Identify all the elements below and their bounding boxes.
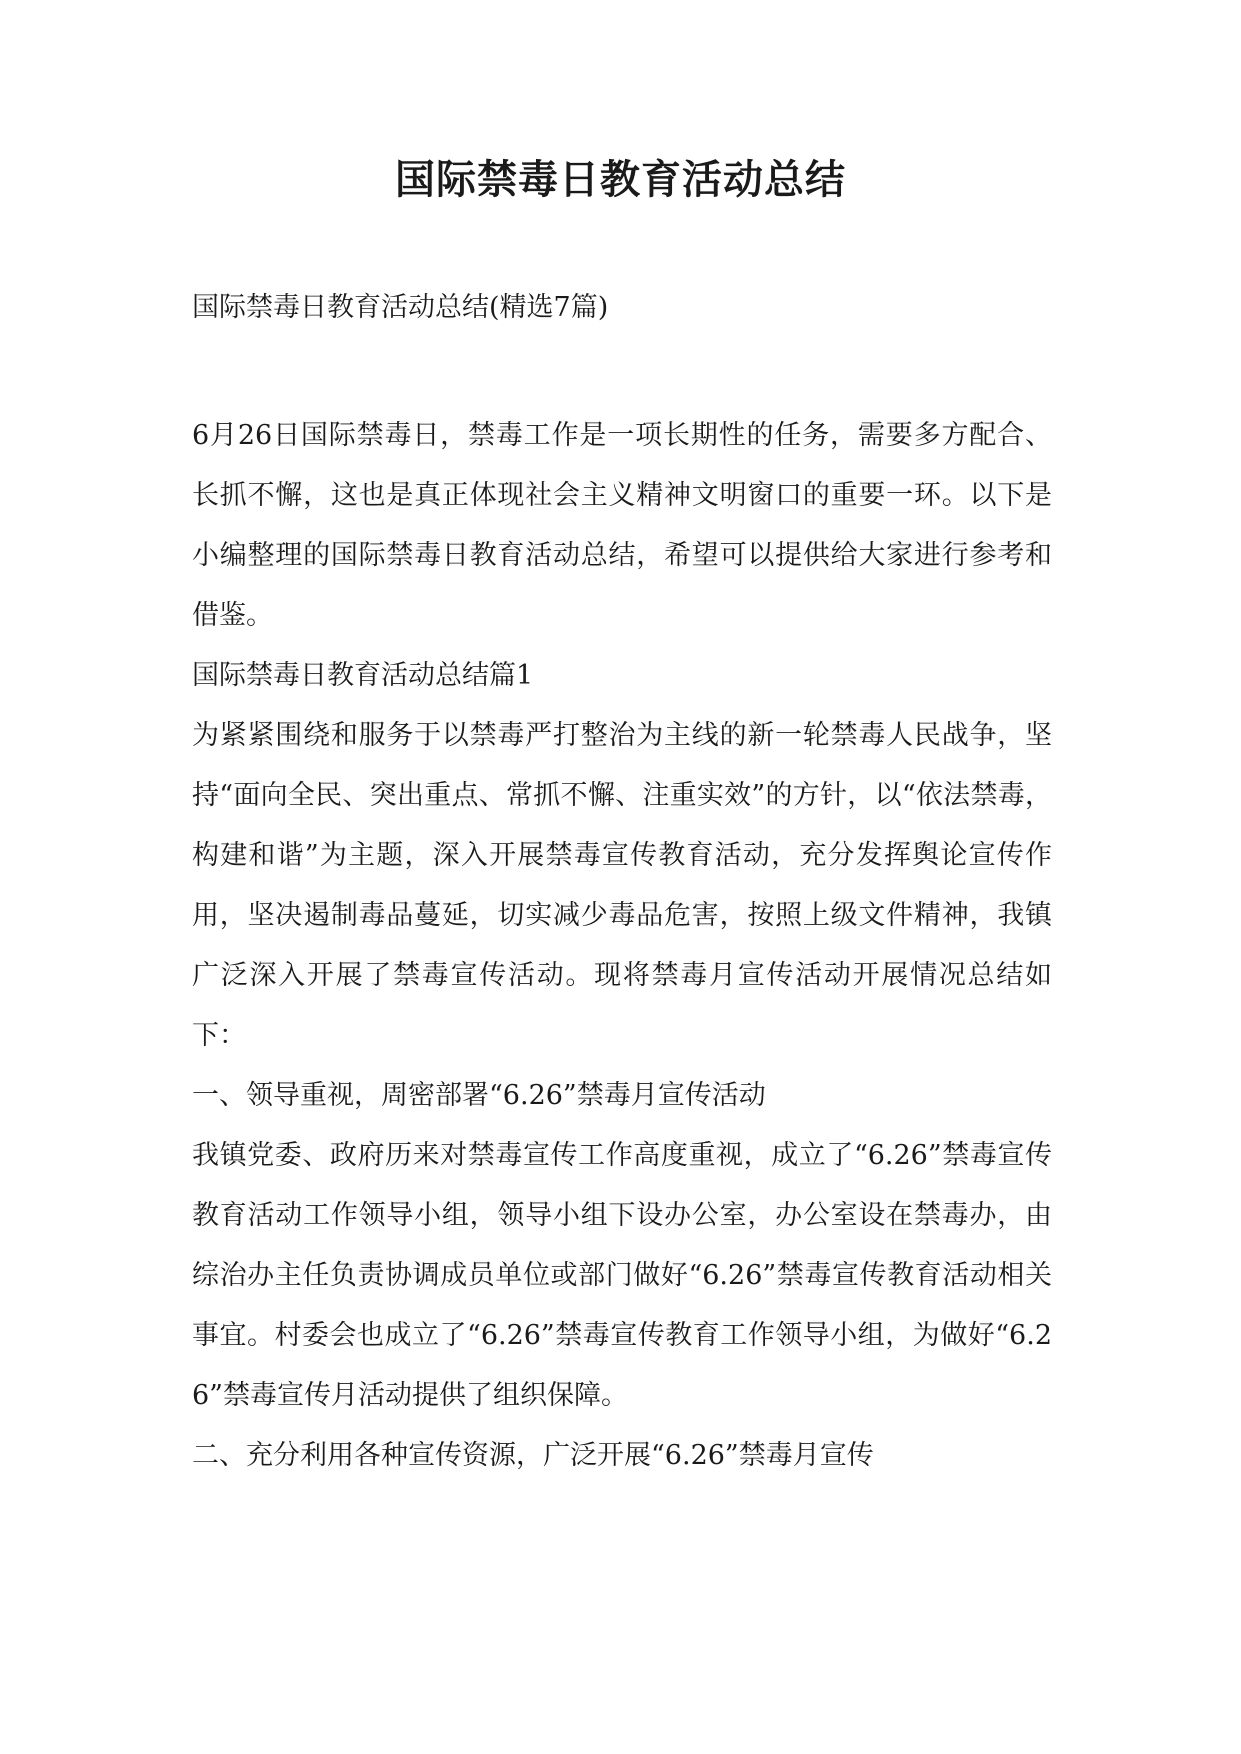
section-heading-1: 一、领导重视，周密部署“6.26”禁毒月宣传活动 [192, 1080, 766, 1111]
document-subtitle: 国际禁毒日教育活动总结(精选7篇) [192, 292, 609, 323]
body-paragraph: 为紧紧围绕和服务于以禁毒严打整治为主线的新一轮禁毒人民战争，坚持“面向全民、突出重点、常抓不懈、注重实效”的方针，以“依法禁毒，构建和谐”为主题，深入开展禁毒宣传教育活动，充分发挥舆论宣传作用，坚决遏制毒品蔓延，切实减少毒品危害，按照上级文件精神，我镇广泛深入开展了禁毒宣传活动。现将禁毒月宣传活动开展情况总结如下： [192, 720, 1052, 1051]
intro-paragraph: 6月26日国际禁毒日，禁毒工作是一项长期性的任务，需要多方配合、长抓不懈，这也是真正体现社会主义精神文明窗口的重要一环。以下是小编整理的国际禁毒日教育活动总结，希望可以提供给大家进行参考和借鉴。 [192, 420, 1052, 631]
body-paragraph: 我镇党委、政府历来对禁毒宣传工作高度重视，成立了“6.26”禁毒宣传教育活动工作领导小组，领导小组下设办公室，办公室设在禁毒办，由综治办主任负责协调成员单位或部门做好“6.26”禁毒宣传教育活动相关事宜。村委会也成立了“6.26”禁毒宣传教育工作领导小组，为做好“6.26”禁毒宣传月活动提供了组织保障。 [192, 1140, 1052, 1411]
section-heading-part-1: 国际禁毒日教育活动总结篇1 [192, 660, 534, 691]
document-title: 国际禁毒日教育活动总结 [395, 157, 846, 203]
document-body [192, 406, 1052, 1486]
section-heading-2: 二、充分利用各种宣传资源，广泛开展“6.26”禁毒月宣传 [192, 1440, 874, 1471]
